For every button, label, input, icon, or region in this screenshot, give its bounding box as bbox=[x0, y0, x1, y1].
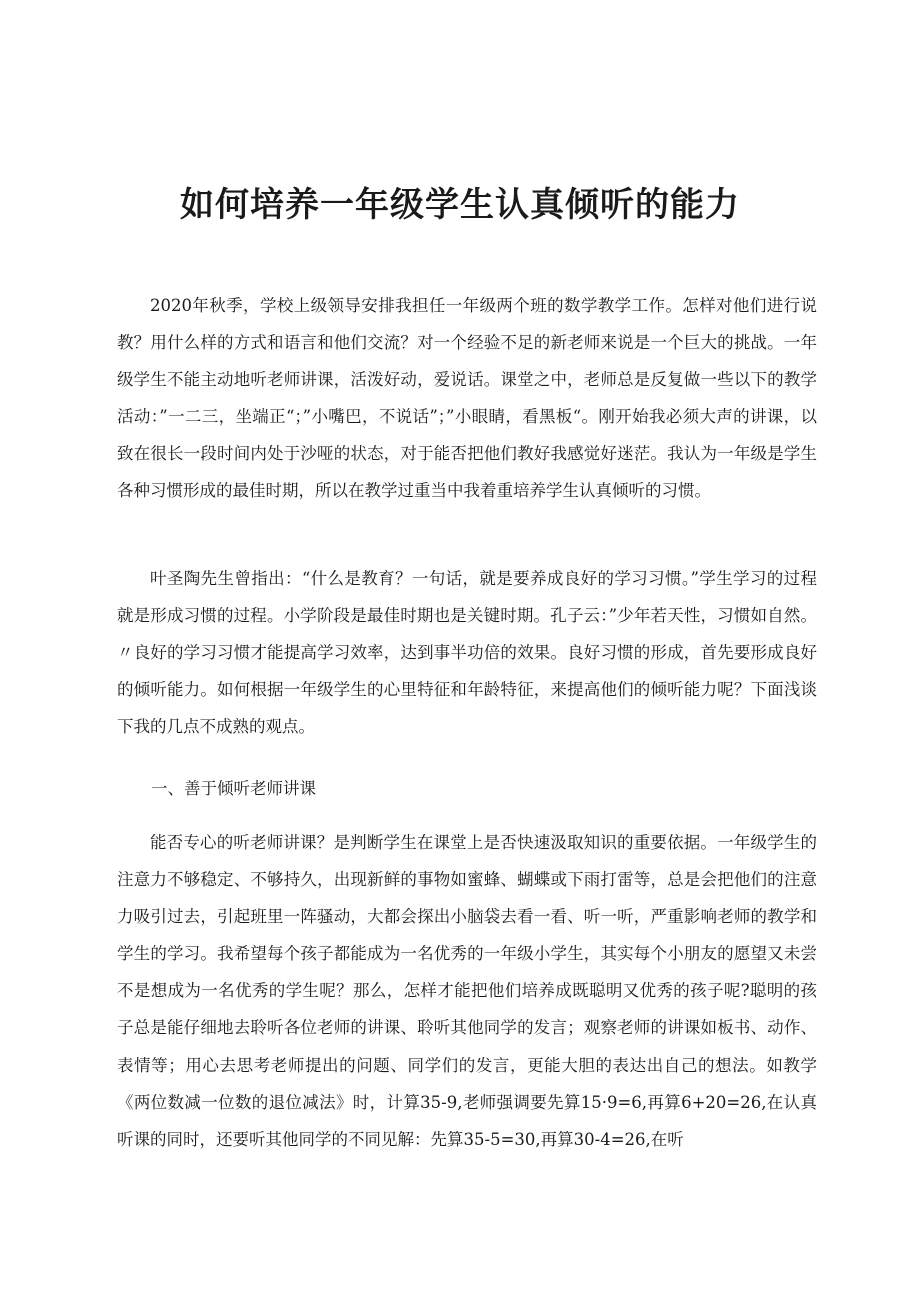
section-heading: 一、善于倾听老师讲课 bbox=[151, 779, 316, 798]
paragraph-section-1: 能否专心的听老师讲课？是判断学生在课堂上是否快速汲取知识的重要依据。一年级学生的注意力不够稳定、不够持久，出现新鲜的事物如蜜蜂、蝴蝶或下雨打雷等，总是会把他们的注意力吸引过去，引起班里一阵骚动，大都会探出小脑袋去看一看、听一听，严重影响老师的教学和学生的学习。我希望每个孩子都能成为一名优秀的一年级小学生，其实每个小朋友的愿望又未尝不是想成为一名优秀的学生呢？那么，怎样才能把他们培养成既聪明又优秀的孩子呢?聪明的孩子总是能仔细地去聆听各位老师的讲课、聆听其他同学的发言；观察老师的讲课如板书、动作、表情等；用心去思考老师提出的问题、同学们的发言，更能大胆的表达出自己的想法。如教学《两位数减一位数的退位减法》时，计算35-9,老师强调要先算15·9=6,再算6+20=26,在认真听课的同时，还要听其他同学的不同见解：先算35-5=30,再算30-4=26,在听 bbox=[117, 833, 817, 1149]
document-title: 如何培养一年级学生认真倾听的能力 bbox=[180, 184, 740, 225]
paragraph-intro: 2020年秋季，学校上级领导安排我担任一年级两个班的数学教学工作。怎样对他们进行说教？用什么样的方式和语言和他们交流？对一个经验不足的新老师来说是一个巨大的挑战。一年级学生不能主动地听老师讲课，活泼好动，爱说话。课堂之中，老师总是反复做一些以下的教学活动：”一二三，坐端正“；”小嘴巴，不说话”；”小眼睛，看黑板“。刚开始我必须大声的讲课，以致在很长一段时间内处于沙哑的状态，对于能否把他们教好我感觉好迷茫。我认为一年级是学生各种习惯形成的最佳时期，所以在教学过重当中我着重培养学生认真倾听的习惯。 bbox=[117, 296, 817, 501]
paragraph-quote: 叶圣陶先生曾指出：“什么是教育？一句话，就是要养成良好的学习习惯。”学生学习的过程就是形成习惯的过程。小学阶段是最佳时期也是关键时期。孔子云：”少年若天性，习惯如自然。〃良好的学习习惯才能提高学习效率，达到事半功倍的效果。良好习惯的形成，首先要形成良好的倾听能力。如何根据一年级学生的心里特征和年龄特征，来提高他们的倾听能力呢？下面浅谈下我的几点不成熟的观点。 bbox=[117, 569, 817, 737]
